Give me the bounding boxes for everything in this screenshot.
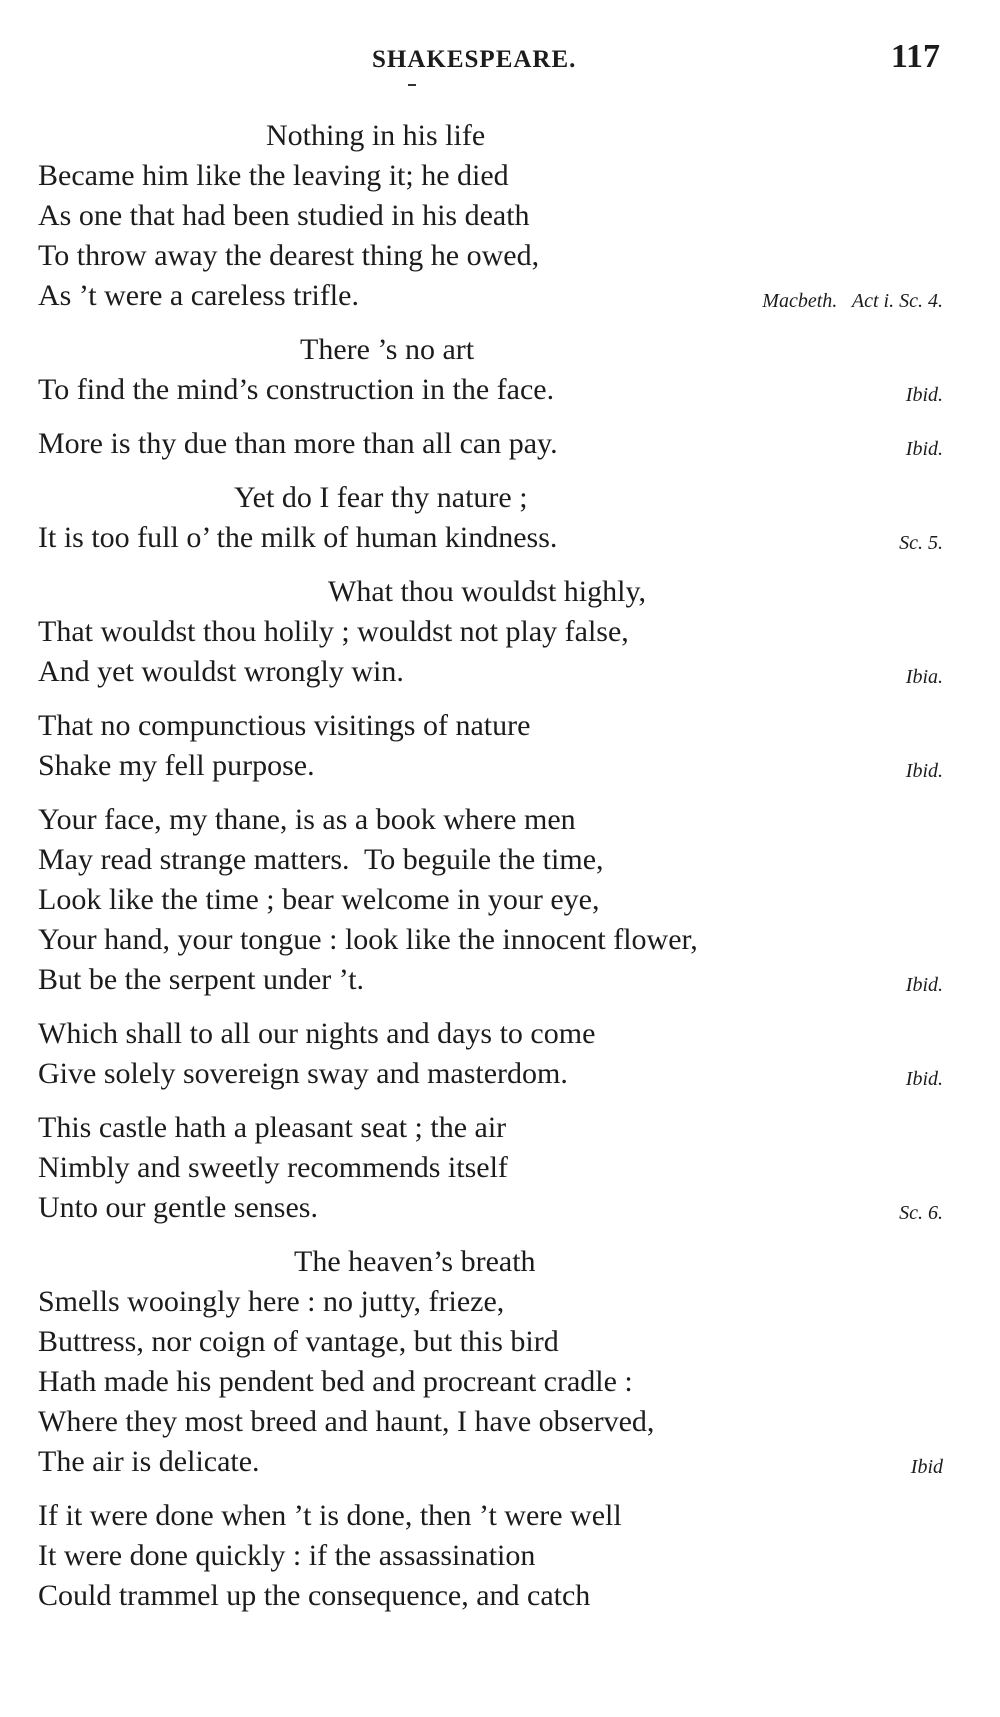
quote-line: As one that had been studied in his death	[38, 199, 530, 232]
citation: Ibid.	[905, 438, 943, 460]
running-head: SHAKESPEARE.	[372, 46, 577, 73]
quote	[38, 424, 943, 464]
quote-line: There ’s no art	[300, 333, 475, 366]
quote-line: That wouldst thou holily ; wouldst not play false,	[38, 615, 629, 648]
quote-line: More is thy due than more than all can pay.	[38, 427, 558, 460]
quote-line: Shake my fell purpose.	[38, 749, 315, 782]
quote-line: Became him like the leaving it; he died	[38, 159, 509, 192]
quote-line: Give solely sovereign sway and masterdom.	[38, 1057, 568, 1090]
quote-line: This castle hath a pleasant seat ; the air	[38, 1111, 507, 1144]
quote-line: Your face, my thane, is as a book where men	[38, 803, 576, 836]
quote-line: The heaven’s breath	[294, 1245, 536, 1278]
citation: Sc. 5.	[899, 532, 943, 554]
page-body	[38, 116, 943, 1630]
quote-line: Which shall to all our nights and days to come	[38, 1017, 596, 1050]
quote	[38, 330, 943, 410]
quote-line: Buttress, nor coign of vantage, but this bird	[38, 1325, 559, 1358]
citation: Macbeth. Act i. Sc. 4.	[762, 290, 943, 312]
quote-line: Nothing in his life	[266, 119, 486, 152]
quote-line: Your hand, your tongue : look like the innocent flower,	[38, 923, 698, 956]
citation: Ibid.	[905, 1068, 943, 1090]
header-mark	[408, 84, 416, 86]
citation: Ibia.	[905, 666, 943, 688]
quote-line: Yet do I fear thy nature ;	[234, 481, 528, 514]
quote-line: It is too full o’ the milk of human kindness.	[38, 521, 558, 554]
quote-line: But be the serpent under ’t.	[38, 963, 365, 996]
quote	[38, 1242, 943, 1482]
quote	[38, 572, 943, 692]
quote-line: What thou wouldst highly,	[328, 575, 647, 608]
quote-line: To find the mind’s construction in the face.	[38, 373, 555, 406]
quote-line: To throw away the dearest thing he owed,	[38, 239, 540, 272]
quote-line: The air is delicate.	[38, 1445, 260, 1478]
quote-line: And yet wouldst wrongly win.	[38, 655, 404, 688]
citation: Ibid	[910, 1456, 943, 1478]
citation: Sc. 6.	[899, 1202, 943, 1224]
quote	[38, 800, 943, 1000]
citation: Ibid.	[905, 760, 943, 782]
page-header	[0, 36, 1000, 86]
quote-line: Nimbly and sweetly recommends itself	[38, 1151, 508, 1184]
quote	[38, 478, 943, 558]
quote	[38, 1014, 943, 1094]
quote-line: That no compunctious visitings of nature	[38, 709, 531, 742]
citation: Ibid.	[905, 384, 943, 406]
quote-line: Could trammel up the consequence, and catch	[38, 1579, 591, 1612]
quote	[38, 706, 943, 786]
quote-line: Hath made his pendent bed and procreant cradle :	[38, 1365, 633, 1398]
quote-line: Look like the time ; bear welcome in your eye,	[38, 883, 600, 916]
quote	[38, 1108, 943, 1228]
quote-line: Where they most breed and haunt, I have observed,	[38, 1405, 655, 1438]
quote-line: If it were done when ’t is done, then ’t were well	[38, 1499, 622, 1532]
quote	[38, 116, 943, 316]
citation: Ibid.	[905, 974, 943, 996]
quote-line: Smells wooingly here : no jutty, frieze,	[38, 1285, 505, 1318]
quote-line: May read strange matters. To beguile the time,	[38, 843, 604, 876]
quote	[38, 1496, 943, 1616]
quote-line: As ’t were a careless trifle.	[38, 279, 359, 312]
quote-line: Unto our gentle senses.	[38, 1191, 318, 1224]
quote-line: It were done quickly : if the assassination	[38, 1539, 536, 1572]
page-number: 117	[890, 38, 940, 75]
